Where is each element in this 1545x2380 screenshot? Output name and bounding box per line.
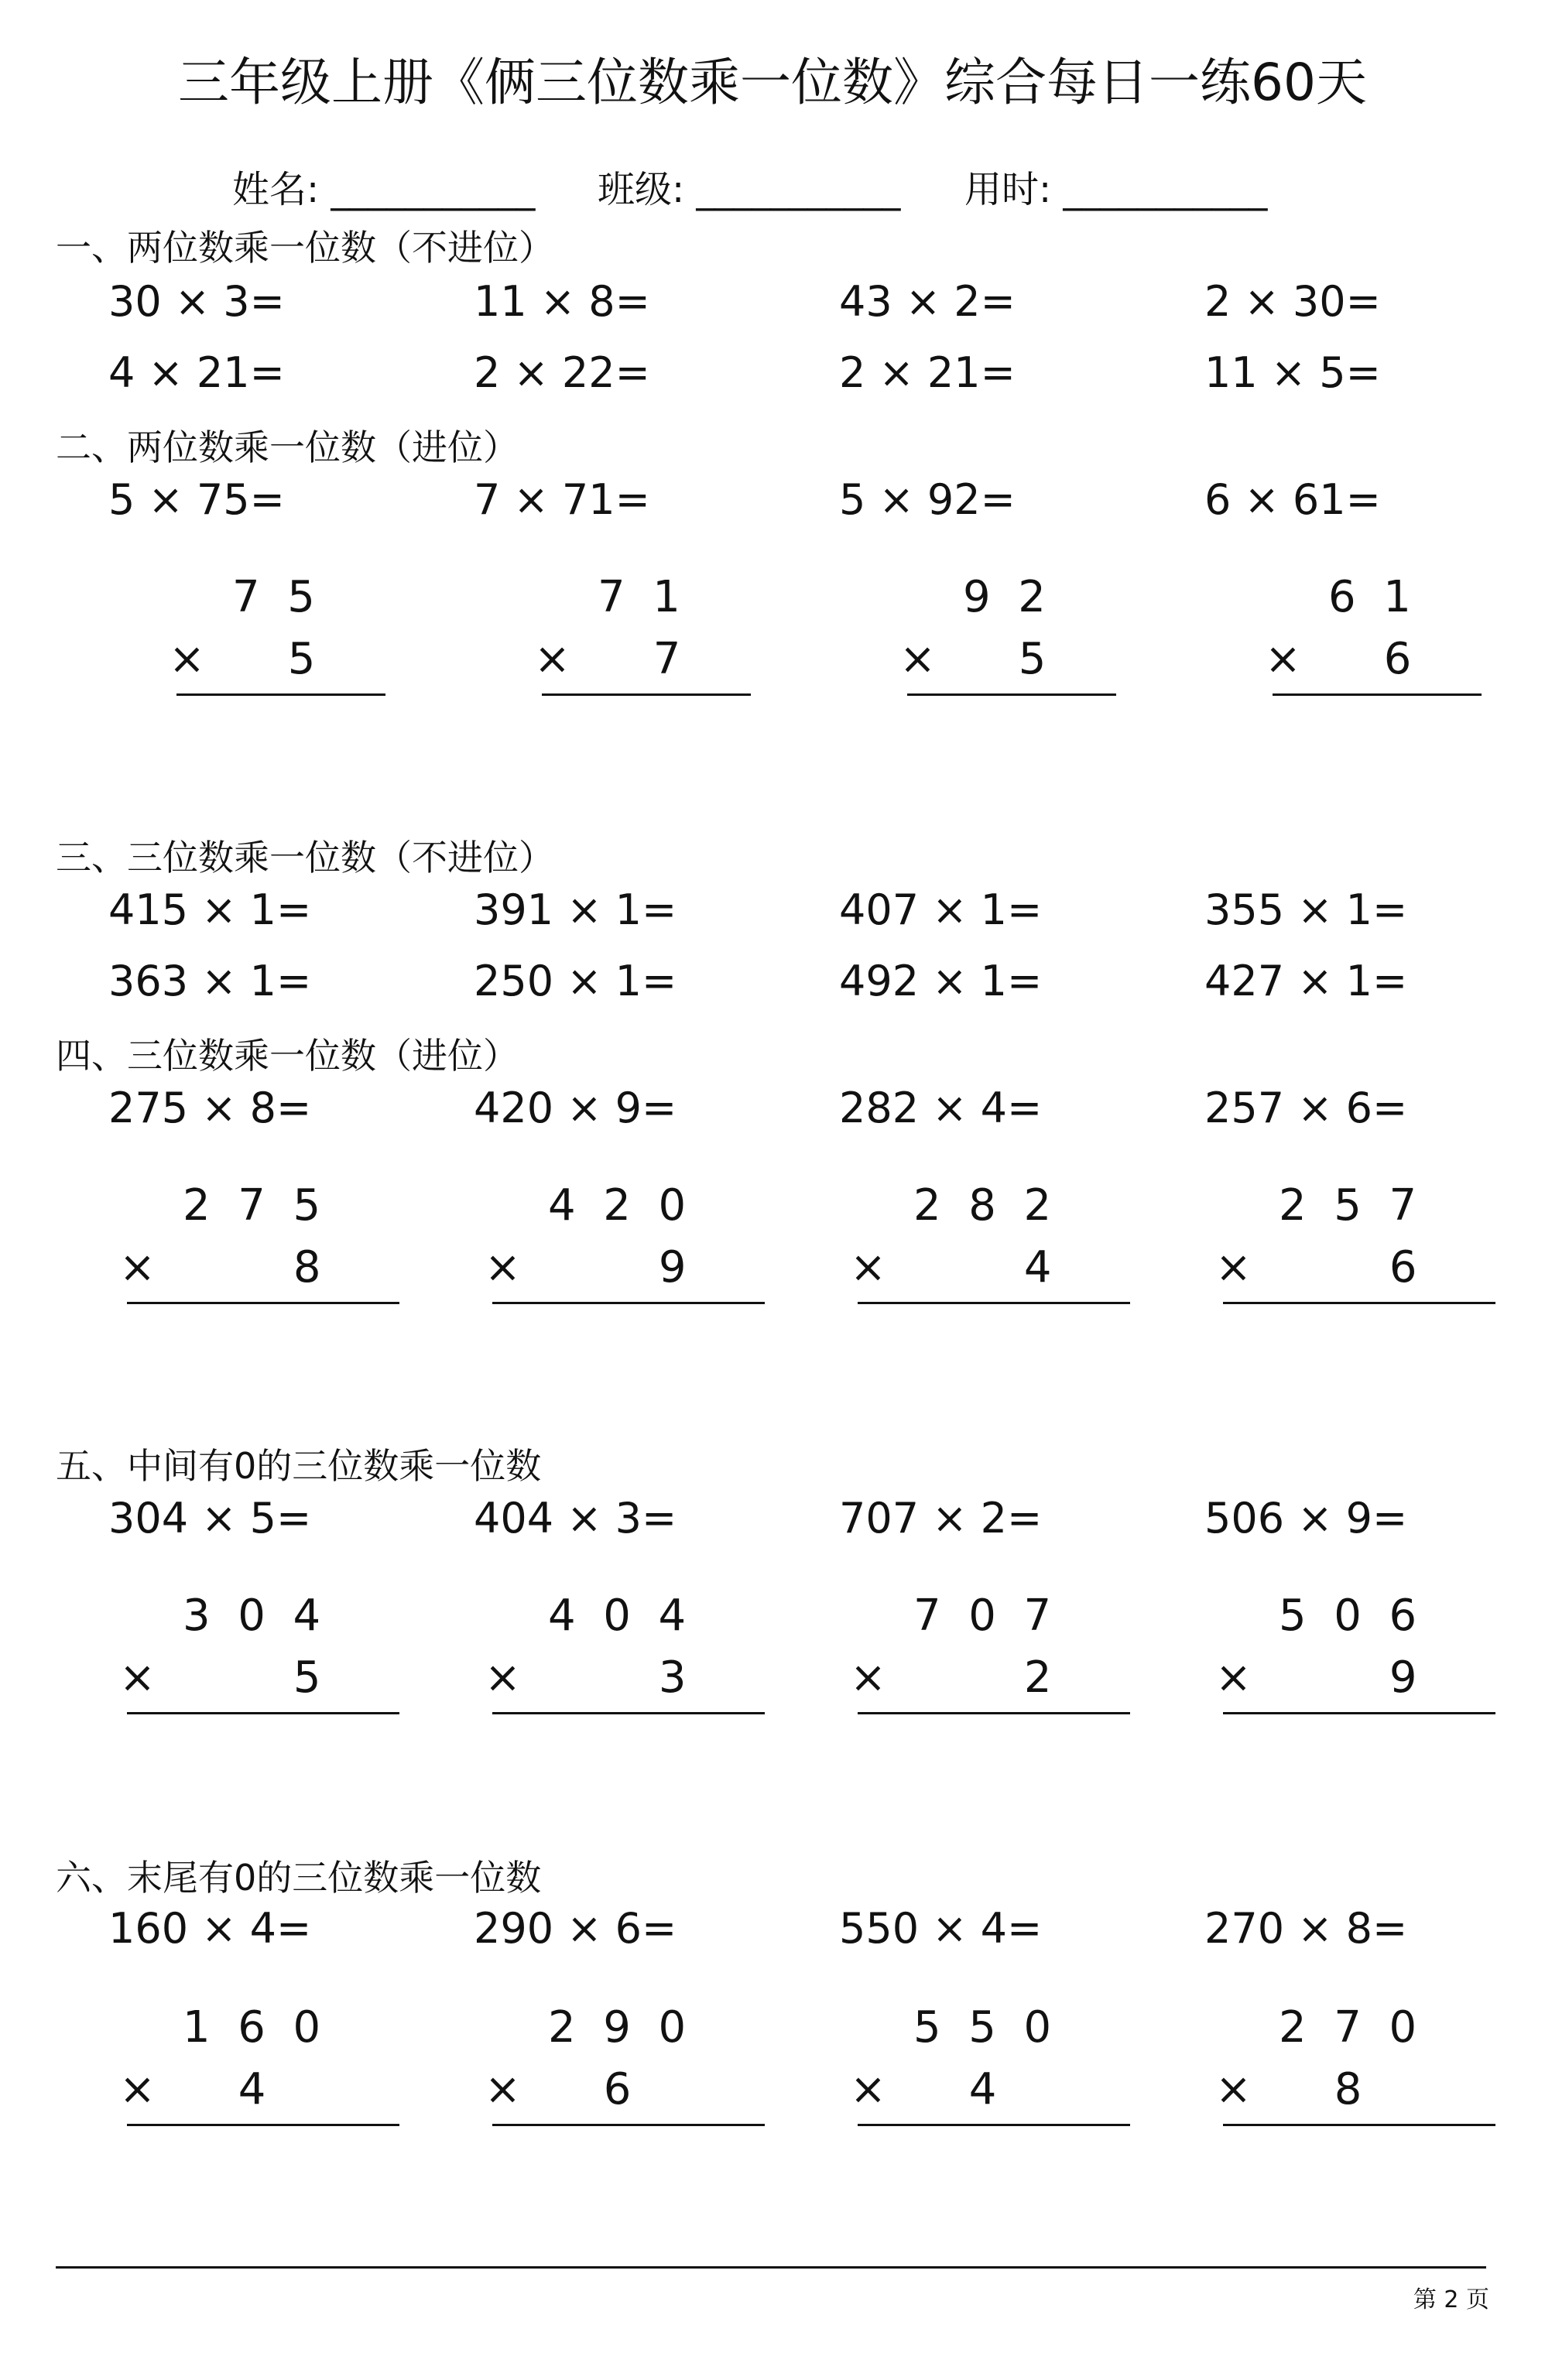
equation: 6 × 61= xyxy=(1204,475,1381,524)
vertical-multiplier: × 2 xyxy=(850,1652,1052,1703)
equation: 160 × 4= xyxy=(108,1904,312,1953)
vertical-multiplier: × 6 xyxy=(485,2064,632,2115)
vertical-multiplicand: 6 1 xyxy=(1328,572,1411,622)
equation: 250 × 1= xyxy=(474,957,677,1005)
section-heading-1: 一、两位数乘一位数（不进位） xyxy=(56,227,554,269)
equation: 43 × 2= xyxy=(839,277,1016,326)
vertical-multiplier: × 9 xyxy=(485,1242,687,1293)
vertical-answer-line xyxy=(542,693,751,696)
section-heading-5: 五、中间有0的三位数乘一位数 xyxy=(56,1445,542,1487)
footer-divider xyxy=(56,2266,1486,2269)
vertical-multiplicand: 3 0 4 xyxy=(183,1591,321,1641)
vertical-answer-line xyxy=(858,1302,1130,1304)
equation: 2 × 22= xyxy=(474,348,650,397)
vertical-multiplier: × 6 xyxy=(1215,1242,1417,1293)
vertical-answer-line xyxy=(127,2124,399,2126)
vertical-multiplier: × 3 xyxy=(485,1652,687,1703)
vertical-answer-line xyxy=(1223,1712,1495,1714)
vertical-multiplier: × 4 xyxy=(850,2064,997,2115)
equation: 257 × 6= xyxy=(1204,1084,1408,1132)
vertical-multiplier: × 5 xyxy=(119,1652,321,1703)
vertical-multiplier: × 9 xyxy=(1215,1652,1417,1703)
vertical-multiplicand: 1 6 0 xyxy=(183,2002,321,2053)
page-number: 第 2 页 xyxy=(1413,2286,1489,2313)
vertical-multiplier: × 5 xyxy=(169,634,316,684)
equation: 2 × 30= xyxy=(1204,277,1381,326)
vertical-multiplier: × 4 xyxy=(119,2064,266,2115)
vertical-answer-line xyxy=(127,1302,399,1304)
equation: 707 × 2= xyxy=(839,1494,1043,1543)
vertical-multiplicand: 2 8 2 xyxy=(913,1180,1052,1231)
equation: 11 × 5= xyxy=(1204,348,1381,397)
equation: 407 × 1= xyxy=(839,885,1043,934)
equation: 30 × 3= xyxy=(108,277,285,326)
equation: 404 × 3= xyxy=(474,1494,677,1543)
equation: 492 × 1= xyxy=(839,957,1043,1005)
vertical-multiplier: × 8 xyxy=(1215,2064,1362,2115)
vertical-answer-line xyxy=(858,2124,1130,2126)
equation: 2 × 21= xyxy=(839,348,1016,397)
equation: 282 × 4= xyxy=(839,1084,1043,1132)
vertical-multiplicand: 5 0 6 xyxy=(1279,1591,1417,1641)
vertical-multiplicand: 5 5 0 xyxy=(913,2002,1052,2053)
vertical-multiplicand: 2 7 0 xyxy=(1279,2002,1417,2053)
vertical-multiplicand: 4 0 4 xyxy=(548,1591,687,1641)
equation: 363 × 1= xyxy=(108,957,312,1005)
equation: 7 × 71= xyxy=(474,475,650,524)
vertical-answer-line xyxy=(492,1302,765,1304)
section-heading-4: 四、三位数乘一位数（进位） xyxy=(56,1035,519,1077)
section-heading-3: 三、三位数乘一位数（不进位） xyxy=(56,837,554,878)
equation: 506 × 9= xyxy=(1204,1494,1408,1543)
vertical-answer-line xyxy=(907,693,1116,696)
vertical-answer-line xyxy=(127,1712,399,1714)
vertical-multiplicand: 7 1 xyxy=(598,572,680,622)
equation: 304 × 5= xyxy=(108,1494,312,1543)
vertical-multiplicand: 7 0 7 xyxy=(913,1591,1052,1641)
equation: 5 × 92= xyxy=(839,475,1016,524)
vertical-answer-line xyxy=(858,1712,1130,1714)
equation: 420 × 9= xyxy=(474,1084,677,1132)
vertical-multiplicand: 2 7 5 xyxy=(183,1180,321,1231)
vertical-multiplicand: 7 5 xyxy=(232,572,315,622)
page-title: 三年级上册《俩三位数乘一位数》综合每日一练60天 xyxy=(178,53,1367,112)
name-field-label: 姓名: ___________ xyxy=(232,168,536,211)
vertical-multiplier: × 4 xyxy=(850,1242,1052,1293)
vertical-multiplicand: 4 2 0 xyxy=(548,1180,687,1231)
vertical-answer-line xyxy=(1223,2124,1495,2126)
time-field-label: 用时: ___________ xyxy=(964,168,1268,211)
vertical-answer-line xyxy=(1273,693,1482,696)
equation: 4 × 21= xyxy=(108,348,285,397)
equation: 290 × 6= xyxy=(474,1904,677,1953)
equation: 270 × 8= xyxy=(1204,1904,1408,1953)
equation: 391 × 1= xyxy=(474,885,677,934)
equation: 275 × 8= xyxy=(108,1084,312,1132)
vertical-answer-line xyxy=(492,2124,765,2126)
equation: 550 × 4= xyxy=(839,1904,1043,1953)
vertical-multiplicand: 2 5 7 xyxy=(1279,1180,1417,1231)
vertical-answer-line xyxy=(176,693,385,696)
vertical-multiplier: × 6 xyxy=(1265,634,1412,684)
section-heading-2: 二、两位数乘一位数（进位） xyxy=(56,426,519,468)
vertical-multiplicand: 9 2 xyxy=(963,572,1046,622)
equation: 11 × 8= xyxy=(474,277,650,326)
section-heading-6: 六、末尾有0的三位数乘一位数 xyxy=(56,1857,542,1899)
vertical-multiplier: × 5 xyxy=(899,634,1047,684)
equation: 355 × 1= xyxy=(1204,885,1408,934)
vertical-answer-line xyxy=(492,1712,765,1714)
equation: 415 × 1= xyxy=(108,885,312,934)
vertical-multiplier: × 7 xyxy=(534,634,681,684)
vertical-multiplier: × 8 xyxy=(119,1242,321,1293)
class-field-label: 班级: ___________ xyxy=(598,168,901,211)
equation: 5 × 75= xyxy=(108,475,285,524)
equation: 427 × 1= xyxy=(1204,957,1408,1005)
vertical-multiplicand: 2 9 0 xyxy=(548,2002,687,2053)
vertical-answer-line xyxy=(1223,1302,1495,1304)
